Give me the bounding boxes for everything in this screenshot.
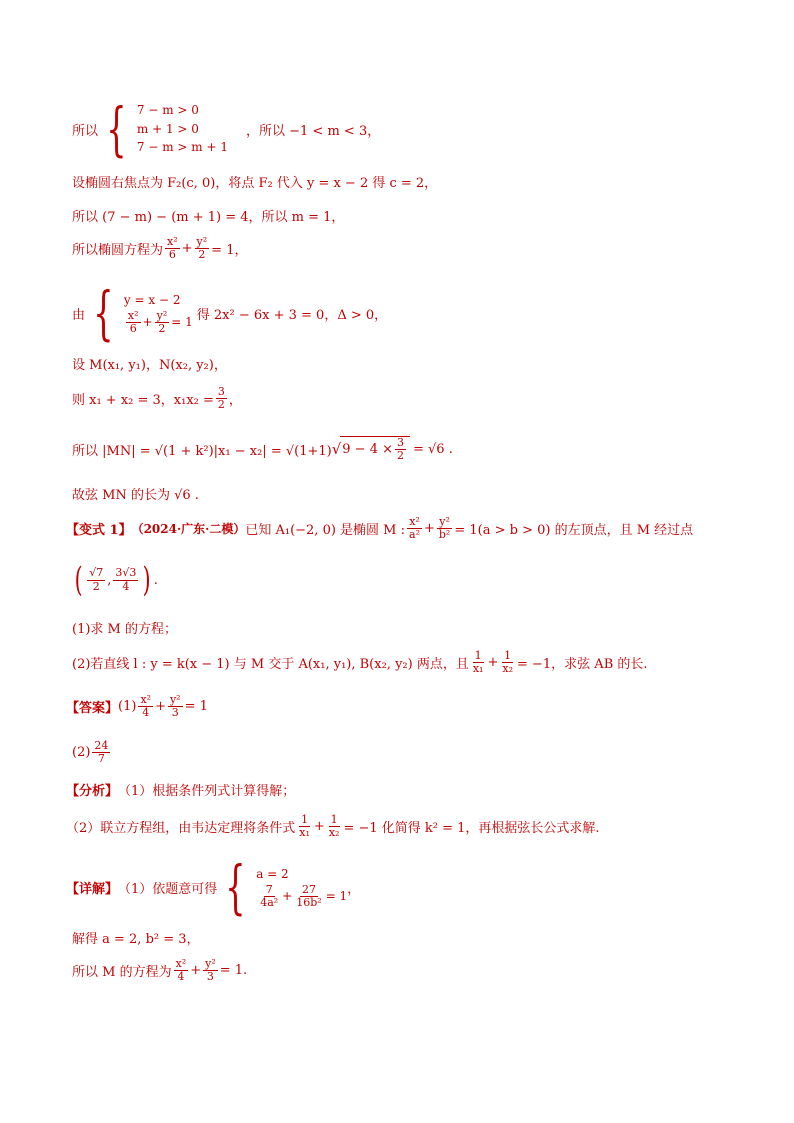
l9-text: 故弦 MN 的长为 √6 . [72,488,199,503]
l5-sys-row: y = x − 2 [123,293,181,308]
detail-tag: 【详解】 [66,881,119,897]
frac-den: 16b² [296,895,322,909]
l2-text: 设椭圆右焦点为 F₂(c, 0)，将点 F₂ 代入 y = x − 2 得 c = 2， [72,176,438,191]
line-answer [66,694,208,719]
frac-den: 2 [158,321,166,335]
line-conclusion [72,484,199,503]
line-simultaneous [72,279,388,347]
l14-prefix: (1) [118,699,137,715]
l13-prefix: (2)若直线 l : y = k(x − 1) 与 M 交于 A(x₁, y₁), B(x₂, y₂) 两点，且 [72,657,469,673]
l18-prefix: （1）依题意可得 [118,881,218,897]
variant-tag: 【变式 1】 [66,523,132,539]
l18-sys-row [256,884,347,909]
left-brace: { [225,853,246,921]
line-points [72,354,227,373]
fraction [126,310,141,335]
frac-num: x² [127,308,139,322]
line-chord-length [72,436,453,462]
fraction [395,437,406,462]
frac-den: 2 [198,248,206,262]
answer-tag: 【答案】 [66,701,119,717]
l5-sys-row [124,310,193,335]
l3-text: 所以 (7 − m) − (m + 1) = 4，所以 m = 1， [72,210,345,225]
fraction [500,650,515,675]
frac-den: 3 [206,970,214,984]
fraction [203,958,218,983]
l10-suffix: = 1(a > b > 0) 的左顶点，且 M 经过点 [454,523,694,539]
frac-num: x² [167,235,178,248]
plus-sign: + [190,963,202,979]
l5-suffix: 得 2x² − 6x + 3 = 0，Δ > 0， [196,307,388,323]
l1-system [137,101,228,157]
plus-sign: + [181,241,193,257]
plus-sign: + [282,889,293,903]
fraction [155,310,170,335]
frac-num: 1 [504,649,512,662]
line-m-value [72,206,344,225]
l4-prefix: 所以椭圆方程为 [72,243,164,259]
comma: , [107,572,112,588]
l7-suffix: ， [228,393,242,409]
l5-system [124,291,193,335]
right-paren: ) [143,560,152,600]
frac-den: 4 [122,579,130,593]
variant-source: （2024·广东·二模） [131,522,246,537]
line-detail [66,853,361,921]
line-vieta [72,386,242,411]
fraction [216,386,227,411]
l16-text: （1）根据条件列式计算得解； [118,784,296,799]
l20-prefix: 所以 M 的方程为 [72,965,172,981]
l8-suffix: = √6 . [413,441,453,457]
frac-num: y² [169,693,181,706]
frac-num: x² [409,515,420,528]
line-variant-question [66,516,693,541]
line-part2 [72,650,648,675]
sqrt-body [340,436,410,462]
frac-num: 24 [94,739,109,752]
line-solve [72,928,200,947]
l18-sys-row: a = 2 [256,867,289,882]
frac-num: √7 [89,566,104,580]
frac-den: a² [409,528,420,542]
line-condition-system [72,95,381,163]
frac-num: 27 [301,882,316,896]
fraction [258,884,280,909]
frac-den: b² [438,528,451,542]
l7-prefix: 则 x₁ + x₂ = 3，x₁x₂ = [72,393,214,409]
fraction [437,516,452,541]
l13-suffix: = −1，求弦 AB 的长. [516,657,648,673]
frac-num: 1 [474,649,482,662]
fraction [327,814,342,839]
plus-sign: + [313,819,325,835]
frac-num: 1 [330,813,338,826]
sqrt-icon: √ [331,440,342,459]
l15-prefix: (2) [72,745,91,761]
l18-suffix: ， [347,881,361,897]
line-point-coords [72,560,158,600]
fraction [294,884,323,909]
frac-num: y² [156,308,168,322]
l8-prefix: 所以 |MN| = √(1 + k²)|x₁ − x₂| = √(1+1) [72,443,332,459]
l1-sys-row: m + 1 > 0 [136,121,199,136]
fraction [87,567,105,592]
l20-suffix: = 1. [219,963,248,979]
l18-system [256,865,347,909]
frac-den: x₁ [472,662,484,676]
frac-den: 2 [217,398,225,412]
frac-num: y² [439,515,450,528]
frac-den: 2 [92,579,100,593]
fraction [471,650,486,675]
l17-suffix: = −1 化简得 k² = 1，再根据弦长公式求解. [343,821,600,837]
frac-den: 4 [177,970,185,984]
frac-den: 4 [142,706,150,720]
l1-sys-row: 7 − m > 0 [136,103,199,118]
frac-num: y² [196,235,208,248]
frac-num: 3√3 [115,566,137,580]
equals-one: = 1 [325,889,348,903]
l11-suffix: . [153,572,158,588]
line-answer-2 [72,740,112,765]
line-ellipse-equation [72,236,247,261]
l17-prefix: （2）联立方程组，由韦达定理将条件式 [66,821,296,837]
frac-den: 2 [397,449,404,463]
fraction [138,694,153,719]
line-final-equation [72,958,247,983]
l5-prefix: 由 [72,307,86,323]
line-analysis-2 [66,814,600,839]
frac-den: x₁ [299,826,310,840]
l10-text: 已知 A₁(−2, 0) 是椭圆 M : [245,523,406,539]
equals-one: = 1 [171,315,193,329]
plus-sign: + [142,315,153,329]
line-analysis [66,780,295,799]
frac-den: 3 [171,706,179,720]
l4-suffix: = 1， [211,243,248,259]
l8-inner: 9 − 4 × [342,442,393,458]
l6-text: 设 M(x₁, y₁)，N(x₂, y₂)， [72,358,227,373]
fraction [407,516,422,541]
frac-den: 7 [97,752,105,766]
line-part1 [72,618,177,637]
fraction [168,694,183,719]
analysis-tag: 【分析】 [66,784,119,799]
fraction [174,958,189,983]
l1-prefix: 所以 [72,123,99,139]
plus-sign: + [423,521,435,537]
plus-sign: + [487,655,499,671]
l1-suffix: ，所以 −1 < m < 3， [246,123,381,139]
left-paren: ( [74,560,83,600]
fraction [92,740,110,765]
frac-num: 3 [217,385,225,398]
fraction [113,567,138,592]
plus-sign: + [155,699,166,715]
l1-sys-row: 7 − m > m + 1 [136,140,228,155]
frac-den: 6 [129,321,137,335]
frac-den: 4a² [260,895,279,909]
frac-num: x² [175,957,187,970]
fraction [297,814,312,839]
frac-den: 6 [168,248,176,262]
line-focus [72,172,437,191]
l12-text: (1)求 M 的方程； [72,622,177,637]
frac-num: x² [140,693,152,706]
frac-den: x₂ [502,662,513,676]
fraction [195,236,210,261]
l14-suffix: = 1 [184,699,208,715]
l19-text: 解得 a = 2, b² = 3， [72,932,200,947]
frac-num: 7 [265,882,273,896]
frac-num: y² [205,957,216,970]
fraction [165,236,180,261]
left-brace: { [106,95,127,163]
frac-num: 3 [397,436,404,449]
left-brace: { [93,279,114,347]
frac-den: x₂ [328,826,340,840]
frac-num: 1 [301,813,309,826]
